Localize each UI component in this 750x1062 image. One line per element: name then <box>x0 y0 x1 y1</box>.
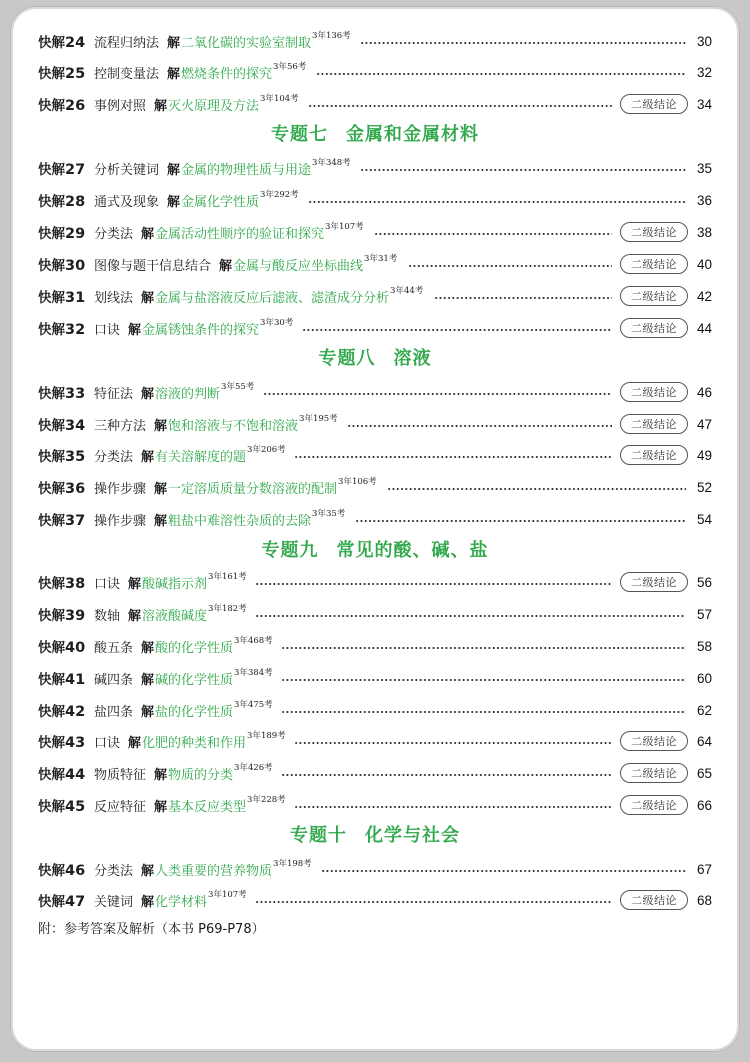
entry-topic: 金属与盐溶液反应后滤液、滤渣成分分析 <box>155 290 390 306</box>
entry-topic: 溶液酸碱度 <box>142 608 208 624</box>
leader-dots <box>360 169 686 171</box>
entry-prefix: 快解 <box>38 576 65 592</box>
entry-method: 通式及现象 <box>94 194 160 210</box>
entry-index: 34 <box>65 418 86 434</box>
secondary-conclusion-badge: 二级结论 <box>620 254 688 274</box>
entry-page-number: 47 <box>696 416 712 432</box>
entry-number <box>38 31 85 51</box>
toc-entry[interactable] <box>0 634 750 658</box>
entry-body <box>94 191 299 210</box>
secondary-conclusion-badge: 二级结论 <box>620 795 688 815</box>
entry-index: 35 <box>65 449 86 465</box>
entry-body <box>94 287 423 306</box>
leader-dots <box>408 265 612 267</box>
leader-dots <box>308 105 612 107</box>
secondary-conclusion-badge: 二级结论 <box>620 286 688 306</box>
entry-number <box>38 731 85 751</box>
entry-page-number: 34 <box>696 96 712 112</box>
leader-dots <box>308 201 686 203</box>
entry-jie: 解 <box>167 66 181 82</box>
entry-number <box>38 763 85 783</box>
entry-prefix: 快解 <box>38 672 65 688</box>
leader-dots <box>374 233 612 235</box>
entry-frequency: 3年55考 <box>221 382 255 392</box>
entry-number <box>38 190 85 210</box>
entry-page-number: 67 <box>696 861 712 877</box>
entry-topic: 二氧化碳的实验室制取 <box>181 35 312 51</box>
entry-prefix: 快解 <box>38 162 65 178</box>
chapter-title: 溶液 <box>393 348 432 369</box>
toc-entry[interactable] <box>0 602 750 626</box>
entry-number <box>38 254 85 274</box>
entry-prefix: 快解 <box>38 767 65 783</box>
leader-dots <box>281 679 686 681</box>
entry-frequency: 3年206考 <box>247 445 286 455</box>
entry-method: 操作步骤 <box>94 481 147 497</box>
entry-frequency: 3年292考 <box>260 190 299 200</box>
entry-topic: 有关溶解度的题 <box>155 449 247 465</box>
toc-entry[interactable] <box>0 92 750 116</box>
entry-prefix: 快解 <box>38 258 65 274</box>
entry-method: 口诀 <box>94 735 121 751</box>
leader-dots <box>294 742 612 744</box>
entry-page-number: 49 <box>696 447 712 463</box>
entry-jie: 解 <box>141 894 155 910</box>
entry-frequency: 3年107考 <box>325 222 364 232</box>
entry-index: 29 <box>65 226 86 242</box>
toc-entry[interactable] <box>0 252 750 276</box>
leader-dots <box>281 774 612 776</box>
entry-number <box>38 318 85 338</box>
entry-number <box>38 286 85 306</box>
entry-number <box>38 222 85 242</box>
entry-jie: 解 <box>167 162 181 178</box>
entry-jie: 解 <box>154 513 168 529</box>
entry-frequency: 3年56考 <box>273 62 307 72</box>
toc-entry[interactable] <box>0 220 750 244</box>
entry-frequency: 3年107考 <box>208 890 247 900</box>
secondary-conclusion-badge: 二级结论 <box>620 94 688 114</box>
entry-page-number: 54 <box>696 511 712 527</box>
entry-topic: 碱的化学性质 <box>155 672 234 688</box>
entry-jie: 解 <box>128 735 142 751</box>
entry-prefix: 快解 <box>38 608 65 624</box>
entry-topic: 金属锈蚀条件的探究 <box>142 322 260 338</box>
entry-topic: 化学材料 <box>155 894 208 910</box>
entry-index: 26 <box>65 98 86 114</box>
entry-index: 40 <box>65 640 86 656</box>
entry-frequency: 3年35考 <box>312 509 346 519</box>
entry-topic: 化肥的种类和作用 <box>142 735 247 751</box>
chapter-label: 专题七 <box>271 124 328 145</box>
entry-body <box>94 860 312 879</box>
entry-page-number: 66 <box>696 797 712 813</box>
entry-index: 36 <box>65 481 86 497</box>
toc-entry[interactable] <box>0 570 750 594</box>
entry-method: 关键词 <box>94 894 134 910</box>
entry-topic: 粗盐中难溶性杂质的去除 <box>168 513 312 529</box>
entry-prefix: 快解 <box>38 449 65 465</box>
leader-dots <box>281 647 686 649</box>
entry-jie: 解 <box>154 767 168 783</box>
entry-page-number: 35 <box>696 160 712 176</box>
secondary-conclusion-badge: 二级结论 <box>620 763 688 783</box>
entry-body <box>94 669 273 688</box>
entry-prefix: 快解 <box>38 418 65 434</box>
secondary-conclusion-badge: 二级结论 <box>620 382 688 402</box>
entry-number <box>38 158 85 178</box>
leader-dots <box>434 297 612 299</box>
secondary-conclusion-badge: 二级结论 <box>620 731 688 751</box>
entry-method: 分类法 <box>94 449 134 465</box>
entry-topic: 人类重要的营养物质 <box>155 863 273 879</box>
entry-method: 口诀 <box>94 576 121 592</box>
entry-frequency: 3年468考 <box>234 636 273 646</box>
entry-index: 44 <box>65 767 86 783</box>
entry-jie: 解 <box>141 226 155 242</box>
entry-index: 24 <box>65 35 86 51</box>
chapter-label: 专题十 <box>290 825 347 846</box>
entry-body <box>94 478 377 497</box>
entry-body <box>94 605 247 624</box>
entry-jie: 解 <box>167 194 181 210</box>
secondary-conclusion-badge: 二级结论 <box>620 890 688 910</box>
entry-jie: 解 <box>141 704 155 720</box>
entry-index: 32 <box>65 322 86 338</box>
toc-entry[interactable] <box>0 316 750 340</box>
entry-frequency: 3年106考 <box>338 477 377 487</box>
toc-entry[interactable] <box>0 60 750 84</box>
entry-method: 事例对照 <box>94 98 147 114</box>
leader-dots <box>294 806 612 808</box>
entry-body <box>94 573 247 592</box>
secondary-conclusion-badge: 二级结论 <box>620 318 688 338</box>
leader-dots <box>263 393 612 395</box>
entry-frequency: 3年189考 <box>247 731 286 741</box>
entry-number <box>38 572 85 592</box>
entry-jie: 解 <box>219 258 233 274</box>
toc-entry[interactable] <box>0 698 750 722</box>
secondary-conclusion-badge: 二级结论 <box>620 445 688 465</box>
chapter-heading <box>0 344 750 370</box>
entry-prefix: 快解 <box>38 386 65 402</box>
toc-entry[interactable] <box>0 29 750 53</box>
entry-body <box>94 764 273 783</box>
entry-topic: 物质的分类 <box>168 767 234 783</box>
entry-frequency: 3年198考 <box>273 859 312 869</box>
entry-frequency: 3年384考 <box>234 668 273 678</box>
entry-page-number: 57 <box>696 606 712 622</box>
entry-method: 特征法 <box>94 386 134 402</box>
entry-page-number: 60 <box>696 670 712 686</box>
leader-dots <box>255 583 612 585</box>
leader-dots <box>355 520 686 522</box>
secondary-conclusion-badge: 二级结论 <box>620 222 688 242</box>
chapter-heading <box>0 120 750 146</box>
leader-dots <box>302 329 612 331</box>
chapter-heading <box>0 821 750 847</box>
entry-page-number: 30 <box>696 33 712 49</box>
entry-index: 46 <box>65 863 86 879</box>
entry-index: 33 <box>65 386 86 402</box>
entry-jie: 解 <box>154 418 168 434</box>
toc-entry[interactable] <box>0 284 750 308</box>
entry-number <box>38 636 85 656</box>
entry-prefix: 快解 <box>38 863 65 879</box>
entry-topic: 金属与酸反应坐标曲线 <box>233 258 364 274</box>
entry-jie: 解 <box>128 608 142 624</box>
entry-page-number: 44 <box>696 320 712 336</box>
leader-dots <box>387 488 686 490</box>
entry-page-number: 52 <box>696 479 712 495</box>
entry-method: 盐四条 <box>94 704 134 720</box>
entry-frequency: 3年348考 <box>312 158 351 168</box>
entry-body <box>94 159 351 178</box>
entry-prefix: 快解 <box>38 640 65 656</box>
entry-frequency: 3年31考 <box>364 254 398 264</box>
toc-entry[interactable] <box>0 412 750 436</box>
entry-body <box>94 701 273 720</box>
entry-page-number: 42 <box>696 288 712 304</box>
entry-method: 反应特征 <box>94 799 147 815</box>
entry-index: 43 <box>65 735 86 751</box>
entry-method: 图像与题干信息结合 <box>94 258 212 274</box>
entry-method: 物质特征 <box>94 767 147 783</box>
entry-frequency: 3年161考 <box>208 572 247 582</box>
leader-dots <box>347 425 612 427</box>
entry-body <box>94 510 345 529</box>
entry-number <box>38 62 85 82</box>
entry-number <box>38 414 85 434</box>
entry-method: 流程归纳法 <box>94 35 160 51</box>
leader-dots <box>281 711 686 713</box>
entry-jie: 解 <box>154 98 168 114</box>
toc-entry[interactable] <box>0 666 750 690</box>
entry-prefix: 快解 <box>38 66 65 82</box>
entry-jie: 解 <box>167 35 181 51</box>
entry-index: 25 <box>65 66 86 82</box>
entry-topic: 酸的化学性质 <box>155 640 234 656</box>
entry-page-number: 46 <box>696 384 712 400</box>
leader-dots <box>294 456 612 458</box>
entry-index: 42 <box>65 704 86 720</box>
entry-jie: 解 <box>154 799 168 815</box>
entry-frequency: 3年136考 <box>312 31 351 41</box>
entry-prefix: 快解 <box>38 322 65 338</box>
entry-frequency: 3年228考 <box>247 795 286 805</box>
entry-method: 酸五条 <box>94 640 134 656</box>
entry-frequency: 3年426考 <box>234 763 273 773</box>
entry-body <box>94 415 338 434</box>
leader-dots <box>316 73 686 75</box>
toc-entry[interactable] <box>0 793 750 817</box>
entry-body <box>94 319 293 338</box>
entry-body <box>94 732 286 751</box>
entry-prefix: 快解 <box>38 735 65 751</box>
chapter-label: 专题八 <box>318 348 376 369</box>
entry-body <box>94 637 273 656</box>
entry-frequency: 3年182考 <box>208 604 247 614</box>
toc-entry[interactable] <box>0 729 750 753</box>
entry-method: 分类法 <box>94 226 134 242</box>
entry-topic: 金属的物理性质与用途 <box>181 162 312 178</box>
entry-jie: 解 <box>128 576 142 592</box>
entry-body <box>94 63 306 82</box>
entry-number <box>38 700 85 720</box>
entry-index: 30 <box>65 258 86 274</box>
leader-dots <box>321 870 686 872</box>
entry-number <box>38 890 85 910</box>
entry-topic: 基本反应类型 <box>168 799 247 815</box>
leader-dots <box>255 615 686 617</box>
entry-prefix: 快解 <box>38 194 65 210</box>
entry-jie: 解 <box>128 322 142 338</box>
entry-prefix: 快解 <box>38 35 65 51</box>
entry-index: 31 <box>65 290 86 306</box>
entry-frequency: 3年30考 <box>260 318 294 328</box>
chapter-heading <box>0 536 750 562</box>
entry-frequency: 3年475考 <box>234 700 273 710</box>
entry-body <box>94 383 254 402</box>
entry-prefix: 快解 <box>38 98 65 114</box>
entry-method: 三种方法 <box>94 418 147 434</box>
entry-number <box>38 509 85 529</box>
entry-page-number: 36 <box>696 192 712 208</box>
toc-entry[interactable] <box>0 156 750 180</box>
entry-page-number: 64 <box>696 733 712 749</box>
entry-page-number: 32 <box>696 64 712 80</box>
entry-method: 碱四条 <box>94 672 134 688</box>
entry-body <box>94 255 397 274</box>
entry-number <box>38 604 85 624</box>
entry-jie: 解 <box>141 449 155 465</box>
secondary-conclusion-badge: 二级结论 <box>620 572 688 592</box>
entry-body <box>94 891 247 910</box>
entry-prefix: 快解 <box>38 894 65 910</box>
entry-page-number: 62 <box>696 702 712 718</box>
entry-number <box>38 445 85 465</box>
entry-body <box>94 32 351 51</box>
entry-number <box>38 795 85 815</box>
entry-index: 45 <box>65 799 86 815</box>
entry-method: 分类法 <box>94 863 134 879</box>
entry-prefix: 快解 <box>38 704 65 720</box>
entry-frequency: 3年44考 <box>390 286 424 296</box>
entry-topic: 燃烧条件的探究 <box>181 66 273 82</box>
toc-entry[interactable] <box>0 888 750 912</box>
toc-entry[interactable] <box>0 507 750 531</box>
entry-page-number: 40 <box>696 256 712 272</box>
toc-entry[interactable] <box>0 443 750 467</box>
entry-index: 38 <box>65 576 86 592</box>
entry-topic: 酸碱指示剂 <box>142 576 208 592</box>
entry-frequency: 3年195考 <box>299 414 338 424</box>
entry-number <box>38 668 85 688</box>
entry-body <box>94 796 286 815</box>
entry-method: 数轴 <box>94 608 121 624</box>
entry-topic: 饱和溶液与不饱和溶液 <box>168 418 299 434</box>
entry-method: 划线法 <box>94 290 134 306</box>
entry-prefix: 快解 <box>38 513 65 529</box>
entry-jie: 解 <box>141 672 155 688</box>
toc-entry[interactable] <box>0 188 750 212</box>
toc-entry[interactable] <box>0 761 750 785</box>
chapter-title: 化学与社会 <box>365 825 460 846</box>
chapter-label: 专题九 <box>261 540 319 561</box>
secondary-conclusion-badge: 二级结论 <box>620 414 688 434</box>
appendix-note: 附：参考答案及解析（本书 P69-P78） <box>38 922 265 937</box>
entry-method: 控制变量法 <box>94 66 160 82</box>
entry-body <box>94 95 299 114</box>
entry-jie: 解 <box>141 386 155 402</box>
entry-prefix: 快解 <box>38 290 65 306</box>
entry-jie: 解 <box>141 290 155 306</box>
entry-jie: 解 <box>154 481 168 497</box>
entry-prefix: 快解 <box>38 481 65 497</box>
entry-number <box>38 94 85 114</box>
entry-body <box>94 446 286 465</box>
entry-topic: 盐的化学性质 <box>155 704 234 720</box>
entry-topic: 灭火原理及方法 <box>168 98 260 114</box>
entry-topic: 金属活动性顺序的验证和探究 <box>155 226 325 242</box>
entry-number <box>38 382 85 402</box>
entry-frequency: 3年104考 <box>260 94 299 104</box>
entry-topic: 一定溶质质量分数溶液的配制 <box>168 481 338 497</box>
entry-index: 28 <box>65 194 86 210</box>
entry-page-number: 58 <box>696 638 712 654</box>
entry-index: 27 <box>65 162 86 178</box>
entry-page-number: 65 <box>696 765 712 781</box>
entry-prefix: 快解 <box>38 799 65 815</box>
entry-method: 操作步骤 <box>94 513 147 529</box>
chapter-title: 常见的酸、碱、盐 <box>336 540 489 561</box>
toc-entry[interactable] <box>0 380 750 404</box>
leader-dots <box>360 42 686 44</box>
toc-entry[interactable] <box>0 857 750 881</box>
entry-index: 47 <box>65 894 86 910</box>
toc-entry[interactable] <box>0 475 750 499</box>
entry-jie: 解 <box>141 863 155 879</box>
entry-page-number: 68 <box>696 892 712 908</box>
entry-index: 37 <box>65 513 86 529</box>
leader-dots <box>255 901 612 903</box>
entry-page-number: 38 <box>696 224 712 240</box>
entry-prefix: 快解 <box>38 226 65 242</box>
entry-jie: 解 <box>141 640 155 656</box>
entry-page-number: 56 <box>696 574 712 590</box>
entry-topic: 溶液的判断 <box>155 386 221 402</box>
entry-topic: 金属化学性质 <box>181 194 260 210</box>
entry-number <box>38 859 85 879</box>
entry-number <box>38 477 85 497</box>
entry-body <box>94 223 364 242</box>
entry-method: 分析关键词 <box>94 162 160 178</box>
entry-method: 口诀 <box>94 322 121 338</box>
entry-index: 41 <box>65 672 86 688</box>
entry-index: 39 <box>65 608 86 624</box>
chapter-title: 金属和金属材料 <box>346 124 479 145</box>
